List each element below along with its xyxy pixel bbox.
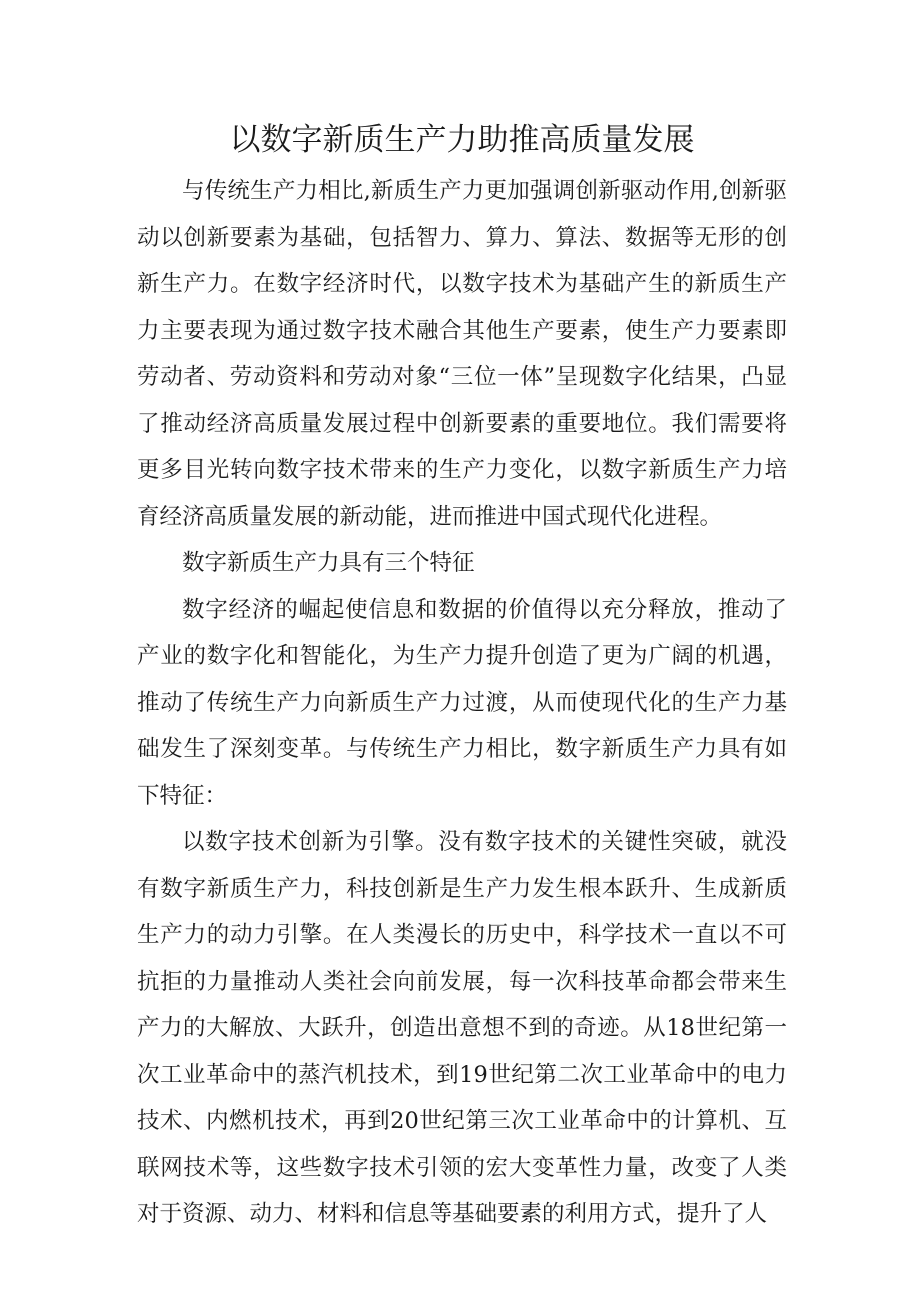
- paragraph-digital-economy: 数字经济的崛起使信息和数据的价值得以充分释放，推动了产业的数字化和智能化，为生产力提升创造了更为广阔的机遇，推动了传统生产力向新质生产力过渡，从而使现代化的生产力基础发生了深刻变革。与传统生产力相比，数字新质生产力具有如下特征：: [137, 596, 787, 809]
- section-heading: 数字新质生产力具有三个特征: [182, 550, 475, 576]
- paragraph-tech-innovation: 以数字技术创新为引擎。没有数字技术的关键性突破，就没有数字新质生产力，科技创新是生产力发生根本跃升、生成新质生产力的动力引擎。在人类漫长的历史中，科学技术一直以不可抗拒的力量推动人类社会向前发展，每一次科技革命都会带来生产力的大解放、大跃升，创造出意想不到的奇迹。从18世纪第一次工业革命中的蒸汽机技术，到19世纪第二次工业革命中的电力技术、内燃机技术，再到20世纪第三次工业革命中的计算机、互联网技术等，这些数字技术引领的宏大变革性力量，改变了人类对于资源、动力、材料和信息等基础要素的利用方式，提升了人: [137, 829, 787, 1227]
- paragraph-intro: 与传统生产力相比,新质生产力更加强调创新驱动作用,创新驱动以创新要素为基础，包括智力、算力、算法、数据等无形的创新生产力。在数字经济时代，以数字技术为基础产生的新质生产力主要表现为通过数字技术融合其他生产要素，使生产力要素即劳动者、劳动资料和劳动对象“三位一体”呈现数字化结果，凸显了推动经济高质量发展过程中创新要素的重要地位。我们需要将更多目光转向数字技术带来的生产力变化，以数字新质生产力培育经济高质量发展的新动能，进而推进中国式现代化进程。: [137, 178, 787, 530]
- document-title: 以数字新质生产力助推高质量发展: [229, 122, 695, 158]
- document-body: [137, 112, 787, 1238]
